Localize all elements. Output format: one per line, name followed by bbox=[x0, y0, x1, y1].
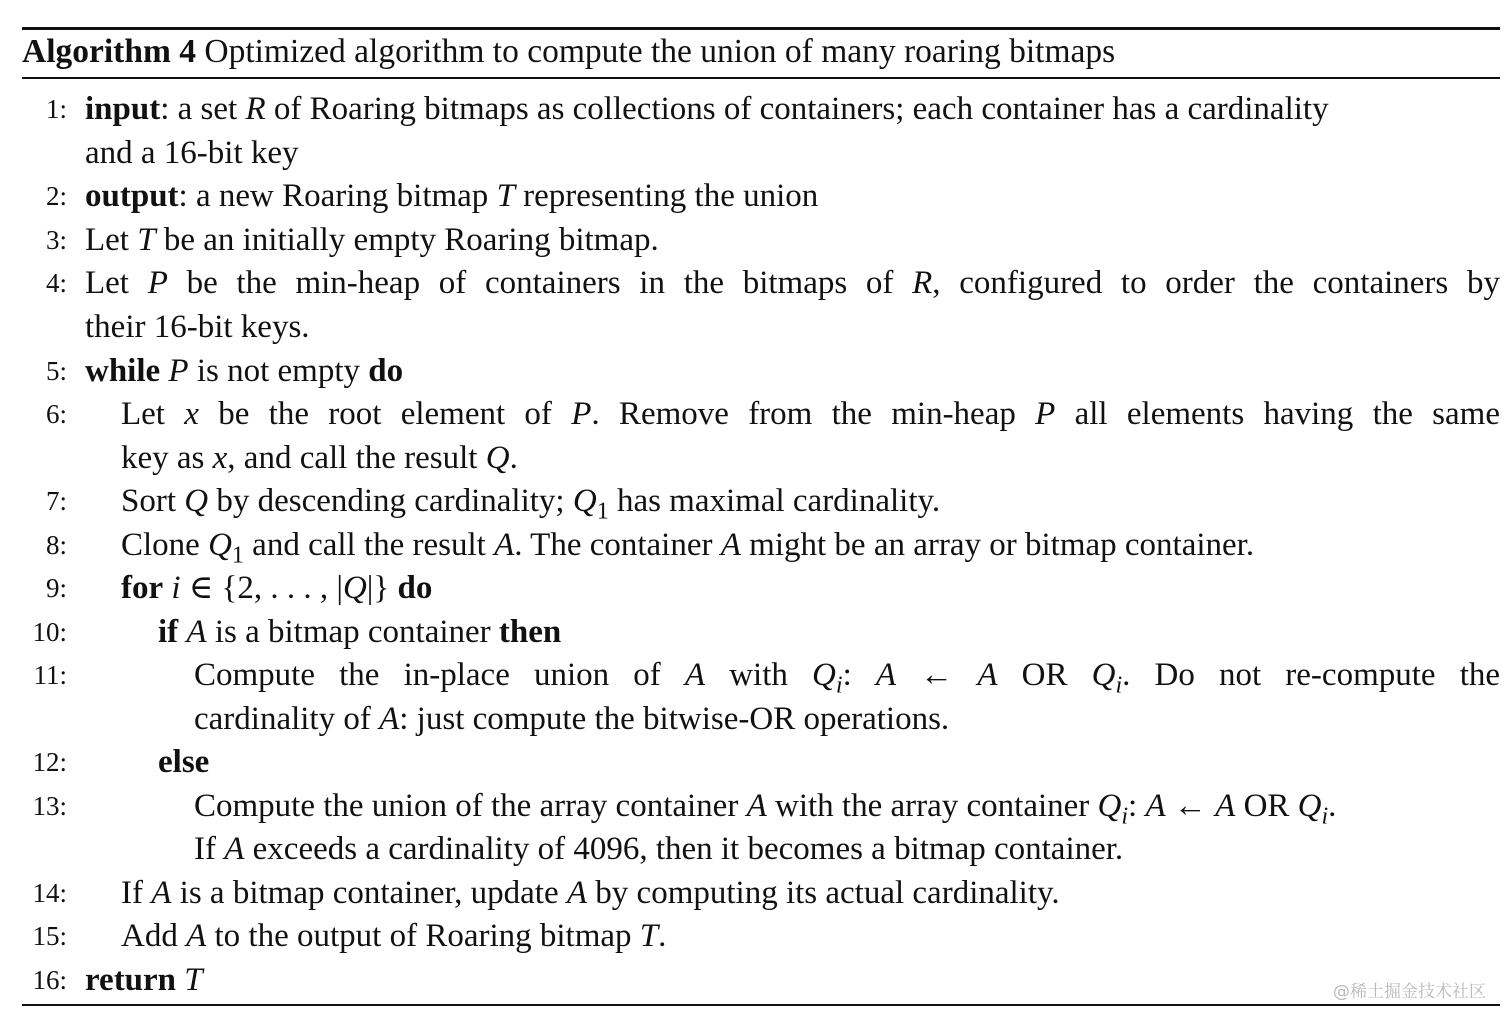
algorithm-line bbox=[0, 827, 1512, 871]
algorithm-line bbox=[0, 610, 1512, 654]
line-text bbox=[121, 566, 432, 610]
math-variable: T bbox=[137, 222, 156, 258]
text-run: ← bbox=[1165, 788, 1216, 824]
text-run: |} bbox=[366, 570, 398, 606]
text-run: Clone bbox=[121, 527, 209, 563]
keyword: output bbox=[85, 178, 179, 214]
math-variable: Q bbox=[184, 483, 209, 519]
line-number: 15: bbox=[32, 921, 67, 951]
line-number: 4: bbox=[45, 268, 67, 298]
text-run: If bbox=[194, 831, 225, 867]
text-run: . bbox=[509, 440, 518, 476]
subscript: i bbox=[835, 672, 843, 699]
algorithm-line bbox=[0, 392, 1512, 436]
line-text bbox=[85, 305, 310, 349]
line-number: 6: bbox=[45, 399, 67, 429]
algorithm-line bbox=[0, 349, 1512, 393]
math-variable: A bbox=[746, 788, 767, 824]
subscript: 1 bbox=[596, 498, 609, 525]
algorithm-line bbox=[0, 740, 1512, 784]
math-variable: Q bbox=[208, 527, 232, 563]
math-variable: x bbox=[184, 396, 199, 432]
line-text bbox=[158, 610, 561, 654]
text-run: cardinality of bbox=[194, 701, 380, 737]
text-run: be an initially empty Roaring bitmap. bbox=[155, 222, 659, 258]
line-number: 10: bbox=[32, 617, 67, 647]
math-variable: A bbox=[186, 614, 207, 650]
text-run: ← bbox=[896, 657, 978, 693]
text-run: with the array container bbox=[766, 788, 1098, 824]
algorithm-line bbox=[0, 697, 1512, 741]
line-number: 5: bbox=[45, 356, 67, 386]
line-text bbox=[85, 349, 403, 393]
algorithm-line bbox=[0, 305, 1512, 349]
text-run: Let bbox=[85, 265, 148, 301]
math-variable: A bbox=[379, 701, 400, 737]
math-variable: Q bbox=[572, 483, 597, 519]
subscript: i bbox=[1115, 672, 1123, 699]
text-run: Sort bbox=[121, 483, 185, 519]
subscript: i bbox=[1121, 803, 1129, 830]
subscript: 1 bbox=[231, 542, 244, 569]
text-run: all elements having the same bbox=[1055, 396, 1500, 432]
math-variable: R bbox=[912, 265, 933, 301]
math-variable: Q bbox=[812, 657, 836, 693]
text-run: has maximal cardinality. bbox=[608, 483, 941, 519]
text-run: . Do not re-compute the bbox=[1122, 657, 1501, 693]
line-number: 7: bbox=[45, 486, 67, 516]
text-run: : a new Roaring bitmap bbox=[178, 178, 497, 214]
math-variable: A bbox=[977, 657, 998, 693]
text-run: be the min-heap of containers in the bitmaps of bbox=[167, 265, 913, 301]
text-run: by descending cardinality; bbox=[208, 483, 573, 519]
text-run: key as bbox=[121, 440, 213, 476]
text-run: : bbox=[842, 657, 876, 693]
math-variable: x bbox=[212, 440, 228, 476]
bottom-rule bbox=[22, 1004, 1500, 1006]
text-run: . bbox=[1328, 788, 1337, 824]
math-variable: Q bbox=[485, 440, 510, 476]
keyword: for bbox=[121, 570, 164, 606]
keyword: while bbox=[85, 353, 161, 389]
math-variable: A bbox=[494, 527, 515, 563]
keyword: do bbox=[368, 353, 404, 389]
algorithm-line bbox=[0, 523, 1512, 567]
line-text bbox=[121, 914, 666, 958]
math-variable: A bbox=[224, 831, 245, 867]
algorithm-line bbox=[0, 436, 1512, 480]
math-variable: A bbox=[1215, 788, 1236, 824]
text-run: Compute the union of the array container bbox=[194, 788, 747, 824]
text-run: is a bitmap container, update bbox=[171, 875, 567, 911]
text-run: : bbox=[1128, 788, 1146, 824]
text-run: and call the result bbox=[243, 527, 495, 563]
text-run: : just compute the bitwise-OR operations. bbox=[399, 701, 950, 737]
text-run: : a set bbox=[160, 91, 246, 127]
text-run: Let bbox=[85, 222, 138, 258]
text-run: Let bbox=[121, 396, 185, 432]
algorithm-line bbox=[0, 914, 1512, 958]
line-number: 12: bbox=[32, 747, 67, 777]
text-run: their 16-bit keys. bbox=[85, 309, 310, 345]
math-variable: Q bbox=[1297, 788, 1322, 824]
math-variable: T bbox=[639, 918, 659, 954]
math-variable: A bbox=[151, 875, 172, 911]
line-number: 1: bbox=[45, 94, 67, 124]
algorithm-title: Optimized algorithm to compute the union of many roaring bitmaps bbox=[204, 33, 1116, 70]
keyword: input bbox=[85, 91, 161, 127]
text-run: of Roaring bitmaps as collections of containers; each container has a cardinality bbox=[265, 91, 1329, 127]
watermark: @稀土掘金技术社区 bbox=[1333, 982, 1486, 1002]
algorithm-line bbox=[0, 218, 1512, 262]
keyword: do bbox=[397, 570, 433, 606]
algorithm-line bbox=[0, 131, 1512, 175]
text-run: . The container bbox=[514, 527, 721, 563]
keyword: then bbox=[498, 614, 562, 650]
line-number: 9: bbox=[45, 573, 67, 603]
math-variable: A bbox=[720, 527, 741, 563]
text-run: . Remove from the min-heap bbox=[591, 396, 1036, 432]
math-variable: T bbox=[496, 178, 515, 214]
line-text bbox=[85, 87, 1329, 131]
text-run: might be an array or bitmap container. bbox=[740, 527, 1255, 563]
algorithm-line bbox=[0, 87, 1512, 131]
line-number: 8: bbox=[45, 530, 67, 560]
top-rule bbox=[22, 27, 1500, 30]
line-text bbox=[85, 261, 1500, 305]
text-run: If bbox=[121, 875, 152, 911]
line-text bbox=[194, 827, 1123, 871]
text-run: , and call the result bbox=[227, 440, 486, 476]
text-run: Compute the in-place union of bbox=[194, 657, 685, 693]
algorithm-line bbox=[0, 958, 1512, 1002]
text-run: OR bbox=[1235, 788, 1298, 824]
math-variable: A bbox=[1145, 788, 1166, 824]
algorithm-line bbox=[0, 566, 1512, 610]
math-variable: Q bbox=[1097, 788, 1122, 824]
math-variable: A bbox=[875, 657, 897, 693]
line-number: 3: bbox=[45, 225, 67, 255]
line-text bbox=[85, 174, 818, 218]
algorithm-line bbox=[0, 479, 1512, 523]
text-run: is not empty bbox=[188, 353, 369, 389]
algorithm-caption bbox=[22, 31, 1115, 73]
math-variable: T bbox=[184, 962, 203, 998]
math-variable: A bbox=[684, 657, 706, 693]
text-run: is a bitmap container bbox=[206, 614, 499, 650]
line-number: 14: bbox=[32, 878, 67, 908]
line-text bbox=[121, 436, 518, 480]
line-text bbox=[121, 871, 1060, 915]
algorithm-line bbox=[0, 653, 1512, 697]
text-run: exceeds a cardinality of 4096, then it becomes a bitmap container. bbox=[244, 831, 1124, 867]
line-number: 2: bbox=[45, 181, 67, 211]
line-text bbox=[121, 392, 1500, 436]
text-run: Add bbox=[121, 918, 187, 954]
text-run: be the root element of bbox=[198, 396, 572, 432]
algorithm-line bbox=[0, 174, 1512, 218]
text-run: ∈ {2, . . . , | bbox=[180, 570, 343, 606]
math-variable: P bbox=[168, 353, 189, 389]
line-text bbox=[158, 740, 209, 784]
math-variable: i bbox=[171, 570, 181, 606]
subscript: i bbox=[1321, 803, 1329, 830]
text-run: and a 16-bit key bbox=[85, 135, 299, 171]
keyword: if bbox=[158, 614, 179, 650]
line-text bbox=[85, 958, 203, 1002]
math-variable: P bbox=[1035, 396, 1056, 432]
math-variable: P bbox=[147, 265, 168, 301]
text-run: by computing its actual cardinality. bbox=[587, 875, 1060, 911]
algorithm-line bbox=[0, 261, 1512, 305]
text-run: . bbox=[658, 918, 667, 954]
line-text bbox=[194, 697, 949, 741]
math-variable: Q bbox=[342, 570, 367, 606]
math-variable: A bbox=[566, 875, 588, 911]
algorithm-line bbox=[0, 784, 1512, 828]
line-number: 16: bbox=[32, 965, 67, 995]
math-variable: R bbox=[245, 91, 266, 127]
line-number: 11: bbox=[33, 660, 67, 690]
caption-rule bbox=[22, 77, 1500, 79]
algorithm-label: Algorithm 4 bbox=[22, 33, 196, 70]
text-run: with bbox=[705, 657, 813, 693]
math-variable: Q bbox=[1091, 657, 1116, 693]
text-run: , configured to order the containers by bbox=[932, 265, 1500, 301]
keyword: return bbox=[85, 962, 177, 998]
keyword: else bbox=[158, 744, 210, 780]
math-variable: A bbox=[186, 918, 207, 954]
line-text bbox=[85, 131, 299, 175]
text-run: OR bbox=[997, 657, 1092, 693]
text-run: representing the union bbox=[514, 178, 819, 214]
math-variable: P bbox=[571, 396, 592, 432]
line-number: 13: bbox=[32, 791, 67, 821]
algorithm-line bbox=[0, 871, 1512, 915]
text-run: to the output of Roaring bitmap bbox=[206, 918, 640, 954]
line-text bbox=[85, 218, 659, 262]
